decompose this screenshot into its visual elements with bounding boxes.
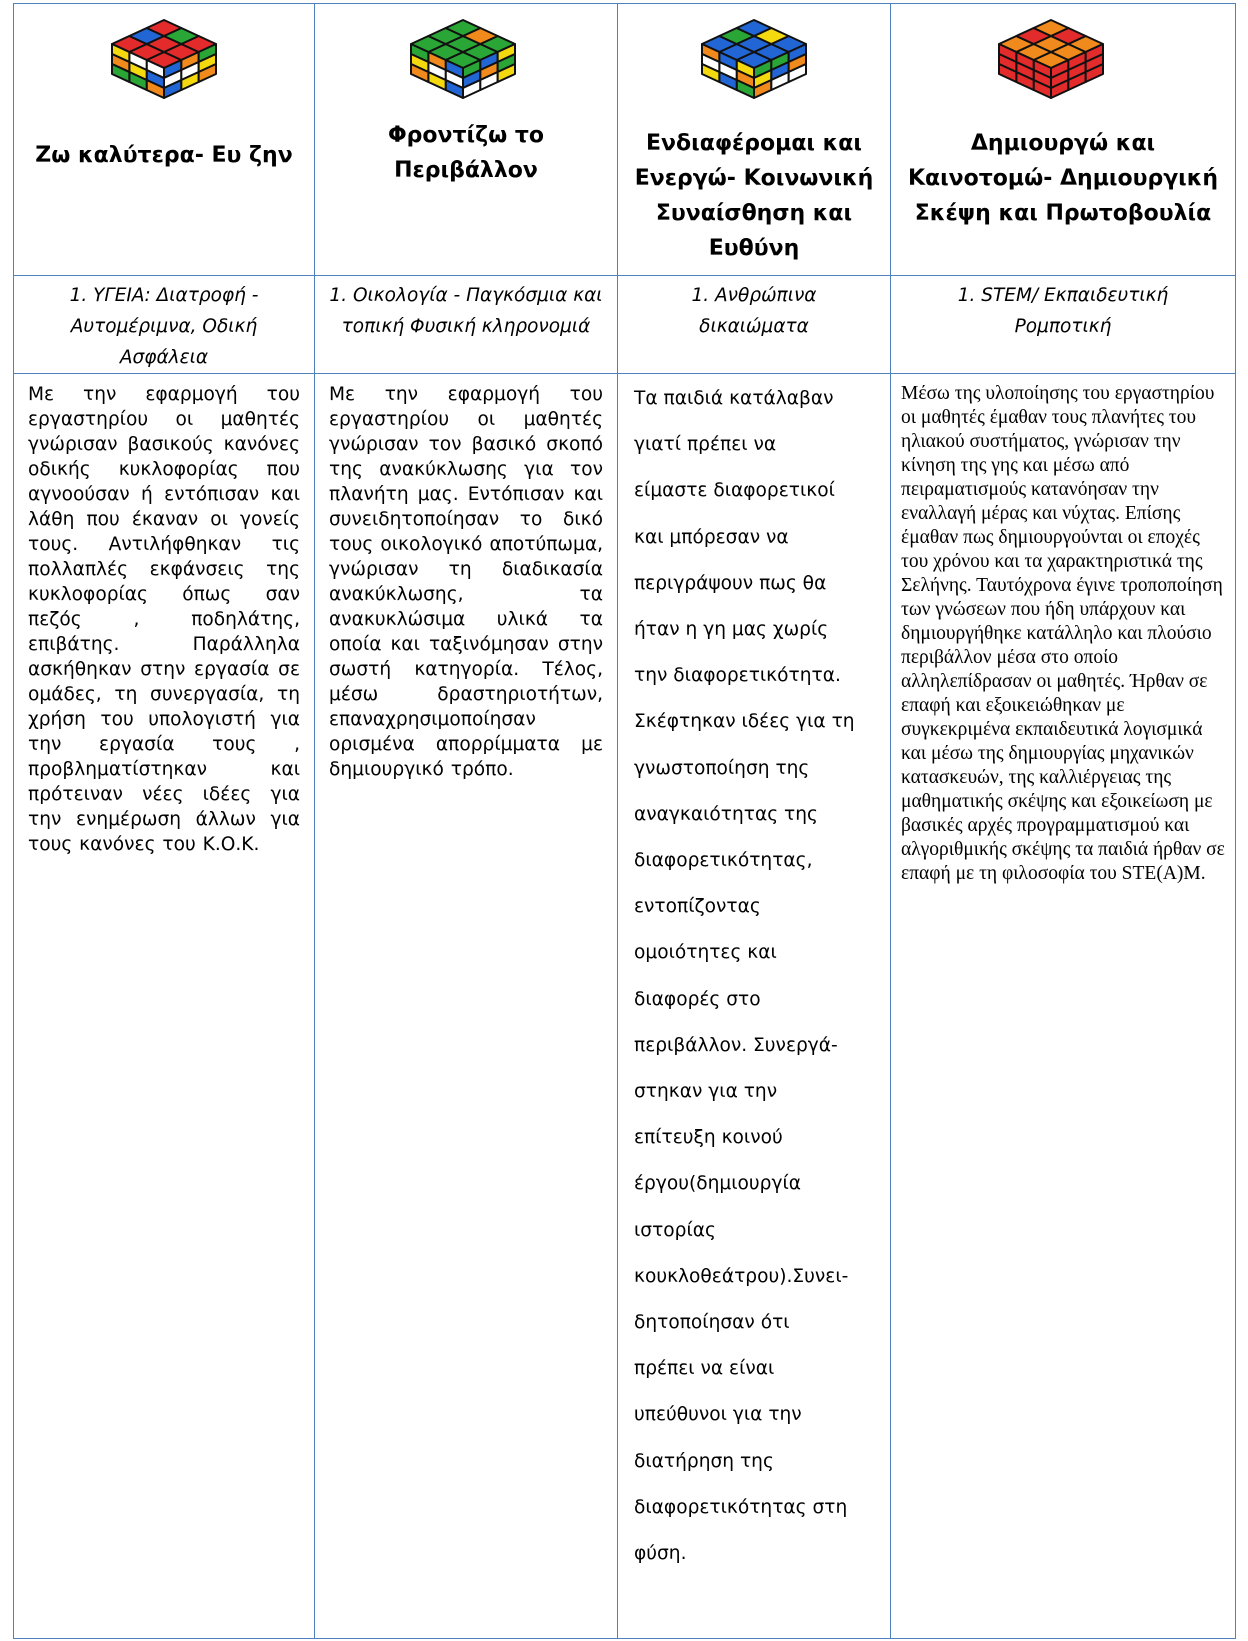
subtitle-row [14,276,1236,374]
body-line: υπεύθυνοι για την [634,1404,802,1426]
body-text: Με την εφαρμογή του εργαστηρίου οι μαθητές γνώρισαν τον βασικό σκοπό της ανακύκλωσης για τον πλανήτη μας. Εντόπισαν και συνειδητοποίησαν το δικό τους οικολογικό αποτύπωμα, γνώρισαν τη διαδικασία ανακύκλωσης, τα ανακυκλώσιμα υλικά τα οποία και ταξινόμησαν στην σωστή κατηγορία. Τέλος, μέσω δραστηριοτήτων, επαναχρησιμοποίησαν ορισμένα απορρίμματα με δημιουργικό τρόπο. [329,384,603,780]
body-text: Με την εφαρμογή του εργαστηρίου οι μαθητές γνώρισαν βασικούς κανόνες οδικής κυκλοφορίας που αγνοούσαν ή εντόπισαν και λάθη που έκαναν οι γονείς τους. Αντιλήφθηκαν τις πολλαπλές εκφάνσεις της κυκλοφορίας όπως σαν πεζός , ποδηλάτης, επιβάτης. Παράλληλα ασκήθηκαν στην εργασία σε ομάδες, τη συνεργασία, τη χρήση του υπολογιστή για την εργασία τους , προβληματίστηκαν και πρότειναν νέες ιδέες για την ενημέρωση άλλων για τους κανόνες του Κ.Ο.Κ. [28,384,300,855]
subtitle-text: 1. STEM/ Εκπαιδευτική Ρομποτική [957,285,1169,337]
rubiks-cube-icon [104,10,224,126]
subtitle-text: 1. Οικολογία - Παγκόσμια και τοπική Φυσική κληρονομιά [329,285,603,337]
header-cell-4 [891,4,1236,276]
header-cell-2 [315,4,618,276]
body-cell-4 [891,374,1236,1639]
body-line: πρέπει να είναι [634,1358,775,1380]
body-row [14,374,1236,1639]
rubiks-cube-icon [403,10,523,126]
body-line: διαφορετικότητας, [634,850,813,872]
body-line: κουκλοθεάτρου).Συνει- [634,1265,849,1287]
body-line: Σκέφτηκαν ιδέες για τη [634,711,855,733]
body-cell-1 [14,374,315,1639]
body-line: διατήρηση της [634,1450,774,1472]
body-line: δητοποίησαν ότι [634,1312,790,1334]
body-line: εντοπίζοντας [634,896,761,918]
theme-title: Δημιουργώ και Καινοτομώ- Δημιουργική Σκέψη και Πρωτοβουλία [907,131,1219,226]
body-cell-3 [618,374,891,1639]
workshop-table [13,3,1236,1639]
body-line: περιγράψουν πως θα [634,572,827,594]
body-line: ιστορίας [634,1219,716,1241]
header-row [14,4,1236,276]
body-line: φύση. [634,1543,687,1565]
rubiks-cube-icon [694,10,814,126]
body-line: αναγκαιότητας της [634,803,818,825]
theme-title: Ζω καλύτερα- Ευ ζην [35,143,293,168]
body-line: ήταν η γη μας χωρίς [634,619,829,641]
body-text: Μέσω της υλοποίησης του εργαστηρίου οι μαθητές έμαθαν τους πλανήτες του ηλιακού συστήματος, γνώρισαν την κίνηση της γης και μέσω από πειραματισμούς κατανόησαν την εναλλαγή μέρας και νύχτας. Επίσης έμαθαν πως δημιουργούνται οι εποχές του χρόνου και τα χαρακτηριστικά της Σελήνης. Ταυτόχρονα έγινε τροποποίηση των γνώσεων που ήδη υπάρχουν και δημιουργήθηκε κατάλληλο και πλούσιο περιβάλλον μέσα στο οποίο αλληλεπίδρασαν οι μαθητές. Ήρθαν σε επαφή και εξοικειώθηκαν με συγκεκριμένα εκπαιδευτικά λογισμικά και μέσω της δημιουργίας μηχανικών κατασκευών, της καλλιέργειας της μαθηματικής σκέψης και εξοικείωση με βασικές αρχές προγραμματισμού και αλγοριθμικής σκέψης τα παιδιά ήρθαν σε επαφή με τη φιλοσοφία του STE(A)M. [901,383,1225,884]
theme-title: Φροντίζω το Περιβάλλον [387,123,545,183]
body-line: στηκαν για την [634,1081,778,1103]
body-line: περιβάλλον. Συνεργά- [634,1034,838,1056]
body-line: Τα παιδιά κατάλαβαν [634,388,834,409]
theme-title: Ενδιαφέρομαι και Ενεργώ- Κοινωνική Συναίσθηση και Ευθύνη [634,131,874,261]
body-line: διαφορετικότητας στη [634,1496,848,1518]
rubiks-cube-icon [991,10,1111,126]
body-line: έργου(δημιουργία [634,1173,802,1195]
body-cell-2 [315,374,618,1639]
subtitle-text: 1. Ανθρώπινα δικαιώματα [691,285,817,337]
subtitle-cell-1 [14,276,315,374]
body-line: ομοιότητες και [634,942,777,964]
header-cell-1 [14,4,315,276]
body-line: γιατί πρέπει να [634,434,777,456]
subtitle-text: 1. ΥΓΕΙΑ: Διατροφή - Αυτομέριμνα, Οδική Ασφάλεια [69,285,259,368]
subtitle-cell-4 [891,276,1236,374]
body-line: επίτευξη κοινού [634,1127,783,1149]
subtitle-cell-3 [618,276,891,374]
header-cell-3 [618,4,891,276]
body-text [618,374,890,1577]
body-line: και μπόρεσαν να [634,526,789,548]
body-line: διαφορές στο [634,988,761,1010]
body-line: γνωστοποίηση της [634,757,810,779]
body-line: την διαφορετικότητα. [634,665,841,687]
body-line: είμαστε διαφορετικοί [634,480,835,502]
subtitle-cell-2 [315,276,618,374]
